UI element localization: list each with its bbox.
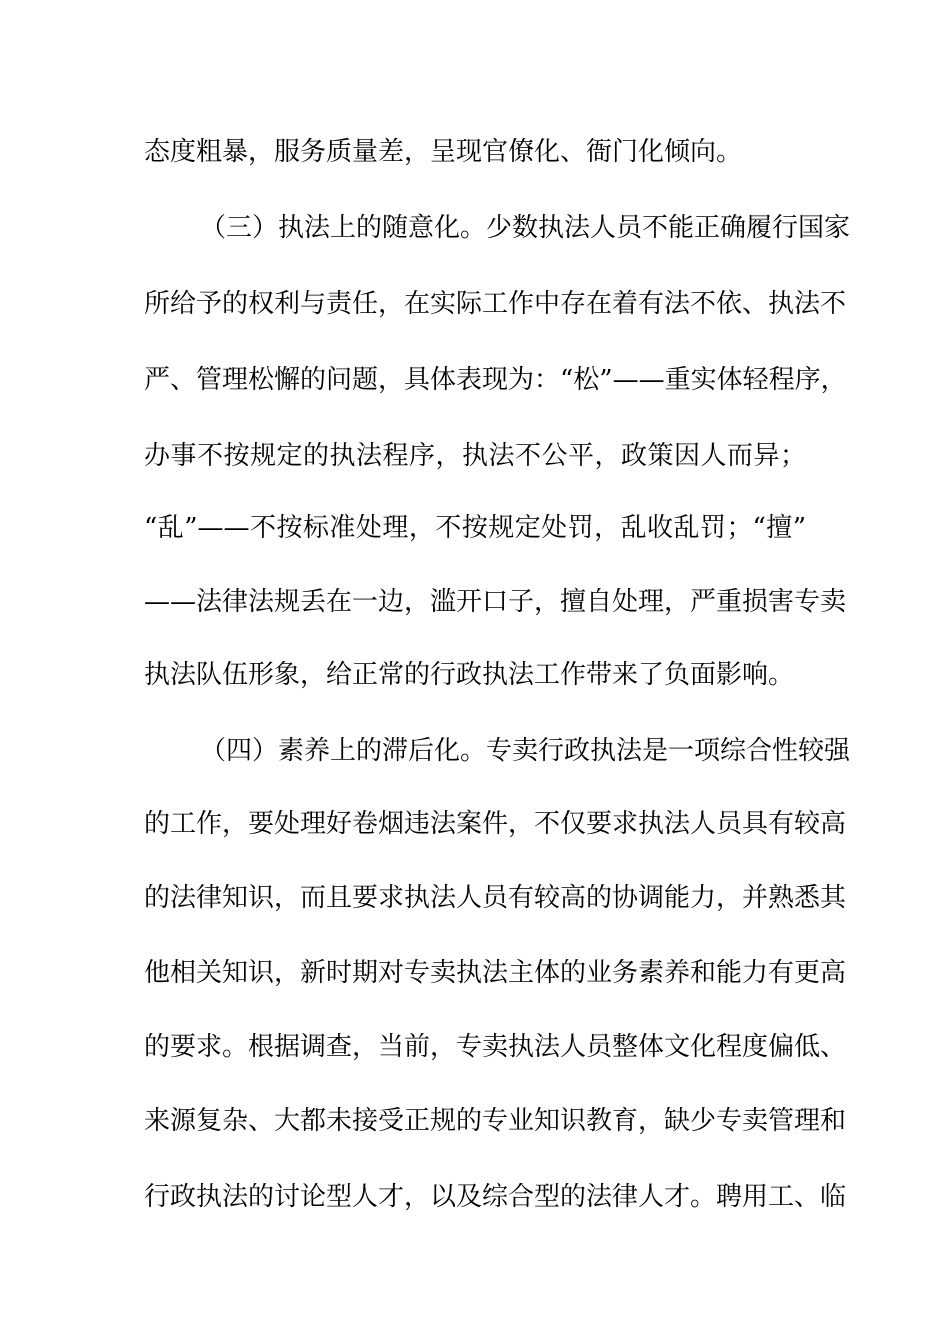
- text-line: 严、管理松懈的问题，具体表现为：“松”——重实体轻程序，: [144, 365, 847, 395]
- text-line: 的要求。根据调查，当前，专卖执法人员整体文化程度偏低、: [144, 1032, 847, 1062]
- paragraph-start-line: （四）素养上的滞后化。专卖行政执法是一项综合性较强: [200, 736, 851, 766]
- text-line: 态度粗暴，服务质量差，呈现官僚化、衙门化倾向。: [144, 137, 743, 167]
- text-line: 来源复杂、大都未接受正规的专业知识教育，缺少专卖管理和: [144, 1106, 847, 1136]
- text-line: 办事不按规定的执法程序，执法不公平，政策因人而异；: [144, 441, 806, 471]
- paragraph-start-line: （三）执法上的随意化。少数执法人员不能正确履行国家: [200, 213, 851, 243]
- text-line: 的工作，要处理好卷烟违法案件，不仅要求执法人员具有较高: [144, 809, 847, 839]
- text-line: 行政执法的讨论型人才，以及综合型的法律人才。聘用工、临: [144, 1182, 847, 1212]
- text-line: ——法律法规丢在一边，滥开口子，擅自处理，严重损害专卖: [144, 587, 847, 617]
- text-line: 执法队伍形象，给正常的行政执法工作带来了负面影响。: [144, 660, 795, 690]
- text-line: 所给予的权利与责任，在实际工作中存在着有法不依、执法不: [144, 289, 847, 319]
- text-line: “乱”——不按标准处理，不按规定处罚，乱收乱罚；“擅”: [144, 513, 806, 543]
- text-line: 的法律知识，而且要求执法人员有较高的协调能力，并熟悉其: [144, 883, 847, 913]
- text-line: 他相关知识，新时期对专卖执法主体的业务素养和能力有更高: [144, 958, 847, 988]
